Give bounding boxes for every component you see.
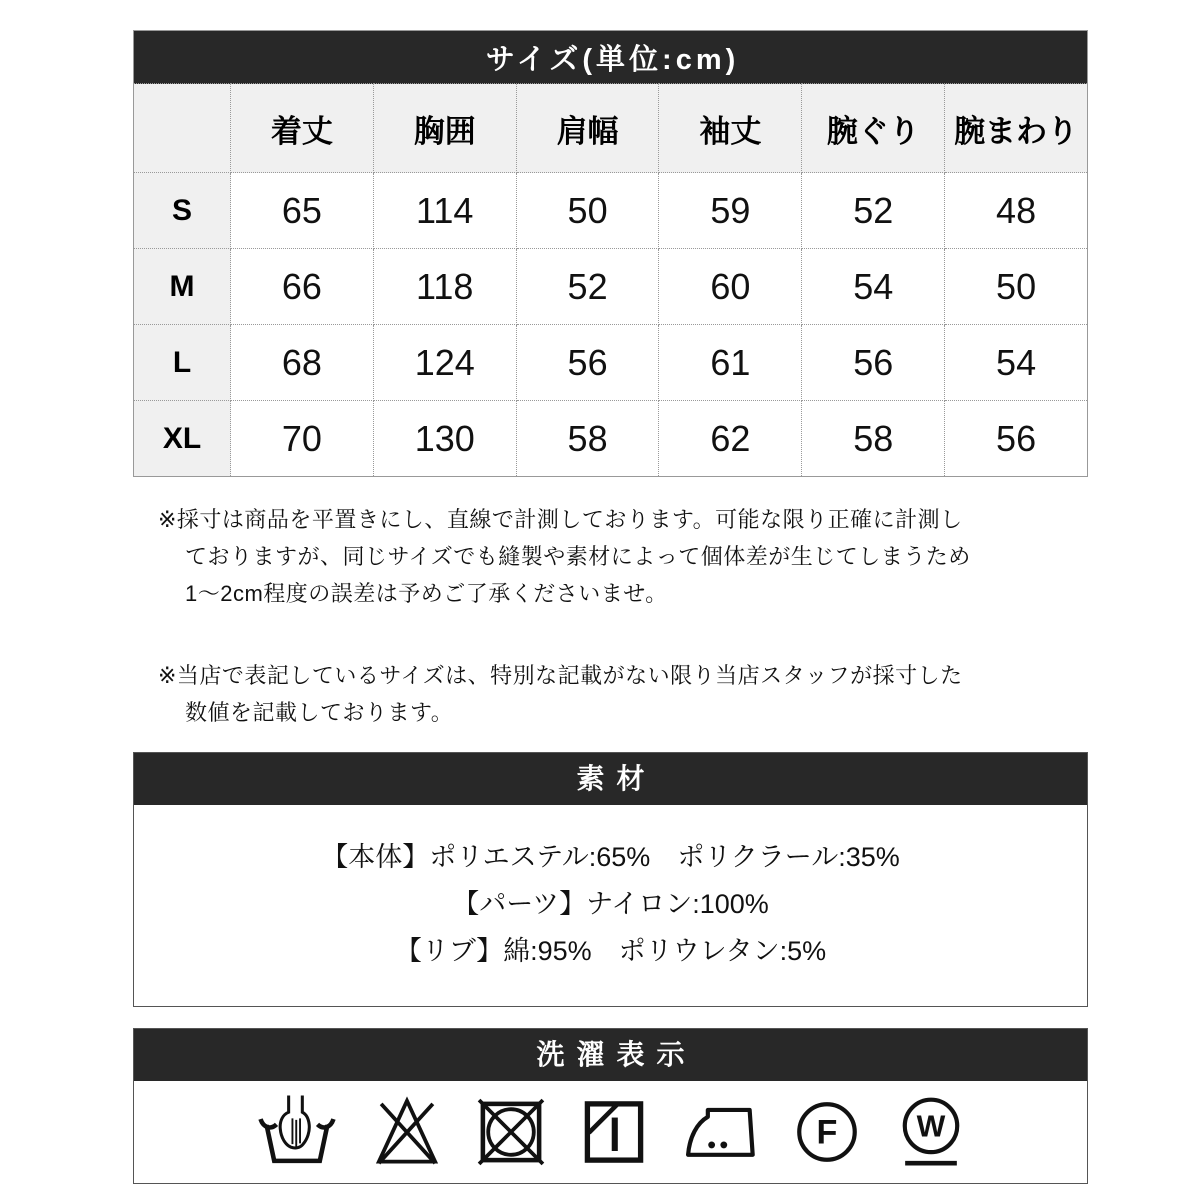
size-value-cell: 56 — [802, 325, 945, 401]
size-row-s — [134, 173, 1088, 249]
note-line: 数値を記載しております。 — [185, 700, 454, 725]
material-section — [133, 752, 1088, 1007]
size-table — [133, 30, 1088, 477]
dry-clean-f-icon — [788, 1094, 866, 1170]
size-value-cell: 60 — [659, 249, 802, 325]
size-value-cell: 66 — [231, 249, 374, 325]
size-value-cell: 50 — [516, 173, 659, 249]
size-value-cell: 130 — [373, 401, 516, 477]
page-content — [133, 0, 1088, 1184]
care-section — [133, 1028, 1088, 1184]
note-line: ※採寸は商品を平置きにし、直線で計測しております。可能な限り正確に計測し — [158, 507, 963, 532]
col-header-chakutake: 着丈 — [231, 84, 374, 173]
col-header-katahaba: 肩幅 — [516, 84, 659, 173]
corner-cell — [134, 84, 231, 173]
size-value-cell: 54 — [945, 325, 1088, 401]
col-header-sodetake: 袖丈 — [659, 84, 802, 173]
material-line-body: 【本体】ポリエステル:65% ポリクラール:35% — [321, 842, 900, 872]
size-value-cell: 50 — [945, 249, 1088, 325]
size-value-cell: 58 — [802, 401, 945, 477]
hand-wash-icon — [252, 1094, 342, 1170]
wet-clean-w-icon — [892, 1094, 970, 1170]
size-label: S — [134, 173, 231, 249]
size-value-cell: 48 — [945, 173, 1088, 249]
size-value-cell: 118 — [373, 249, 516, 325]
size-value-cell: 62 — [659, 401, 802, 477]
size-value-cell: 58 — [516, 401, 659, 477]
size-row-l — [134, 325, 1088, 401]
size-label: L — [134, 325, 231, 401]
staff-measured-note — [158, 657, 1088, 731]
care-section-title: 洗濯表示 — [134, 1029, 1087, 1081]
col-header-udeguri: 腕ぐり — [802, 84, 945, 173]
material-line-rib: 【リブ】綿:95% ポリウレタン:5% — [394, 936, 827, 966]
size-value-cell: 52 — [802, 173, 945, 249]
size-value-cell: 124 — [373, 325, 516, 401]
size-value-cell: 52 — [516, 249, 659, 325]
size-value-cell: 68 — [231, 325, 374, 401]
material-line-parts: 【パーツ】ナイロン:100% — [452, 889, 769, 919]
col-header-udemawari: 腕まわり — [945, 84, 1088, 173]
material-section-title: 素材 — [134, 753, 1087, 805]
size-label: M — [134, 249, 231, 325]
note-line: ※当店で表記しているサイズは、特別な記載がない限り当店スタッフが採寸した — [158, 663, 963, 688]
do-not-tumble-dry-icon — [472, 1094, 550, 1170]
size-value-cell: 61 — [659, 325, 802, 401]
size-value-cell: 56 — [516, 325, 659, 401]
iron-medium-icon — [678, 1094, 762, 1170]
size-label: XL — [134, 401, 231, 477]
size-value-cell: 59 — [659, 173, 802, 249]
size-value-cell: 65 — [231, 173, 374, 249]
size-table-title: サイズ(単位:cm) — [134, 31, 1088, 84]
svg-text:F: F — [816, 1113, 837, 1152]
measurement-note — [158, 501, 1088, 612]
note-line: ておりますが、同じサイズでも縫製や素材によって個体差が生じてしまうため — [185, 544, 971, 569]
note-line: 1〜2cm程度の誤差は予めご了承くださいませ。 — [185, 581, 668, 606]
size-value-cell: 56 — [945, 401, 1088, 477]
material-body — [134, 805, 1087, 1006]
do-not-bleach-icon — [368, 1094, 446, 1170]
size-row-xl — [134, 401, 1088, 477]
size-value-cell: 114 — [373, 173, 516, 249]
svg-text:W: W — [916, 1109, 945, 1144]
size-value-cell: 70 — [231, 401, 374, 477]
care-symbols-row — [134, 1081, 1087, 1183]
shade-hang-dry-icon — [576, 1094, 652, 1170]
size-table-title-row — [134, 31, 1088, 84]
size-value-cell: 54 — [802, 249, 945, 325]
size-table-header-row — [134, 84, 1088, 173]
size-row-m — [134, 249, 1088, 325]
col-header-kyoui: 胸囲 — [373, 84, 516, 173]
